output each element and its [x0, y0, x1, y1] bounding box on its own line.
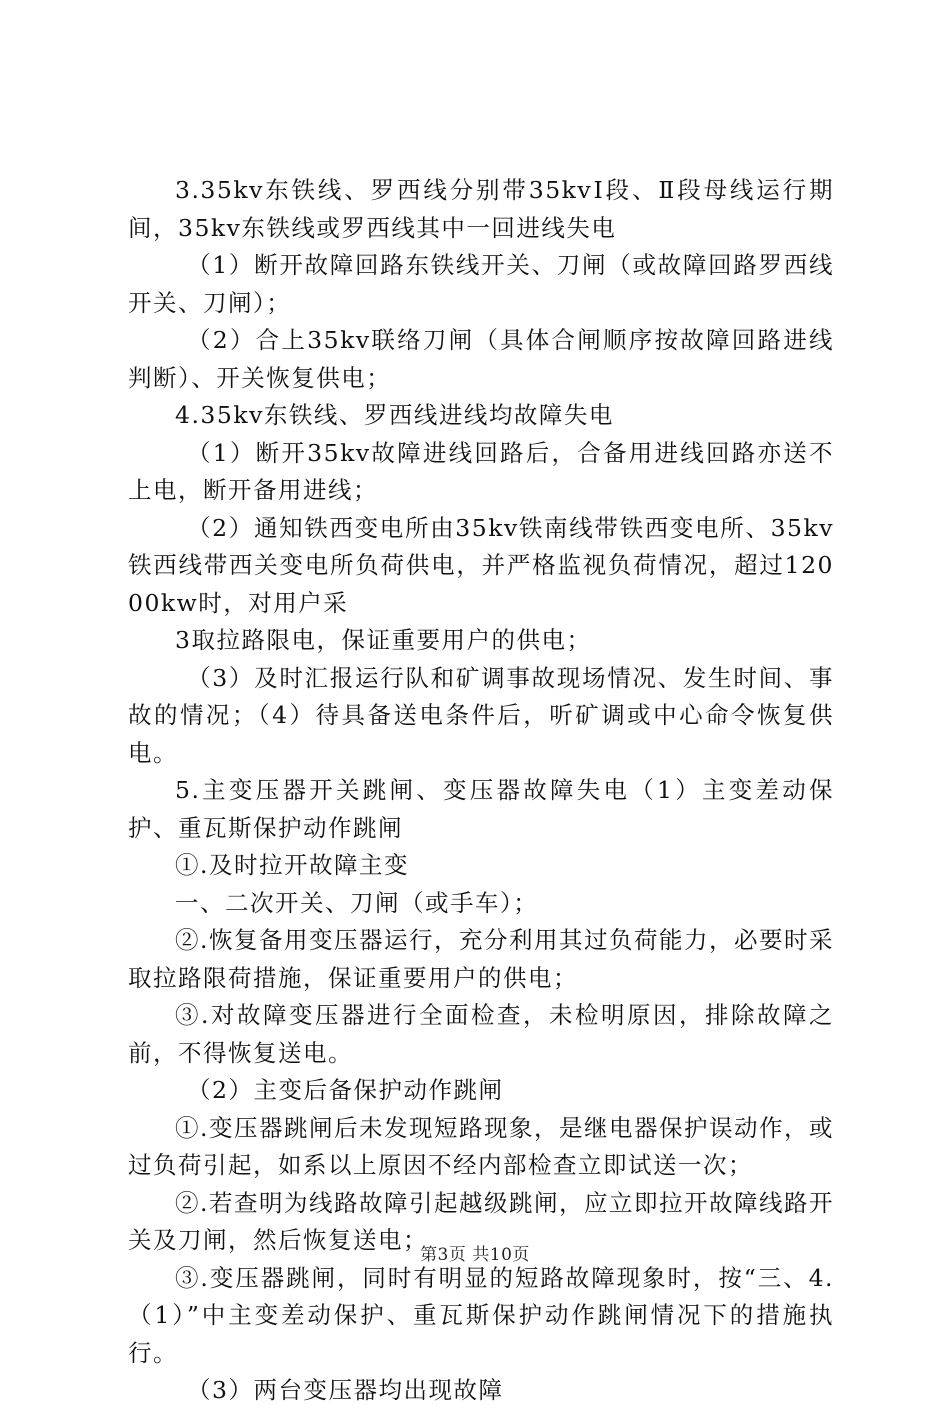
- paragraph-4: 4.35kv东铁线、罗西线进线均故障失电: [175, 401, 614, 429]
- paragraph-6: （2）通知铁西变电所由35kv铁南线带铁西变电所、35kv铁西线带西关变电所负荷供电，并严格监视负荷情况，超过12000kw时，对用户采: [128, 513, 834, 617]
- paragraph-18: （3）两台变压器均出现故障: [187, 1376, 504, 1404]
- paragraph-16: ②.若查明为线路故障引起越级跳闸，应立即拉开故障线路开关及刀闸，然后恢复送电；: [128, 1188, 834, 1254]
- paragraph-8: （3）及时汇报运行队和矿调事故现场情况、发生时间、事故的情况；（4）待具备送电条件后，听矿调或中心命令恢复供电。: [128, 663, 834, 767]
- paragraph-13: ③.对故障变压器进行全面检查，未检明原因，排除故障之前，不得恢复送电。: [128, 1001, 834, 1067]
- paragraph-15: ①.变压器跳闸后未发现短路现象，是继电器保护误动作，或过负荷引起，如系以上原因不经内部检查立即试送一次；: [128, 1113, 834, 1179]
- paragraph-9: 5.主变压器开关跳闸、变压器故障失电（1）主变差动保护、重瓦斯保护动作跳闸: [128, 776, 834, 842]
- paragraph-1: 3.35kv东铁线、罗西线分别带35kvⅠ段、Ⅱ段母线运行期间，35kv东铁线或罗西线其中一回进线失电: [128, 176, 834, 242]
- paragraph-12: ②.恢复备用变压器运行，充分利用其过负荷能力，必要时采取拉路限荷措施，保证重要用户的供电；: [128, 926, 834, 992]
- paragraph-11: 一、二次开关、刀闸（或手车）；: [175, 888, 539, 917]
- paragraph-17: ③.变压器跳闸，同时有明显的短路故障现象时，按“三、4.（1）”中主变差动保护、重瓦斯保护动作跳闸情况下的措施执行。: [128, 1263, 834, 1367]
- paragraph-3: （2）合上35kv联络刀闸（具体合闸顺序按故障回路进线判断）、开关恢复供电；: [128, 326, 834, 392]
- paragraph-5: （1）断开35kv故障进线回路后，合备用进线回路亦送不上电，断开备用进线；: [128, 438, 834, 504]
- document-body: [128, 172, 834, 1410]
- page-number-label: 第3页 共10页: [420, 1245, 530, 1265]
- paragraph-10: ①.及时拉开故障主变: [175, 851, 409, 879]
- paragraph-7: 3取拉路限电，保证重要用户的供电；: [175, 626, 592, 654]
- page-footer: [0, 1244, 950, 1266]
- paragraph-14: （2）主变后备保护动作跳闸: [187, 1076, 504, 1104]
- paragraph-2: （1）断开故障回路东铁线开关、刀闸（或故障回路罗西线开关、刀闸）；: [128, 251, 834, 317]
